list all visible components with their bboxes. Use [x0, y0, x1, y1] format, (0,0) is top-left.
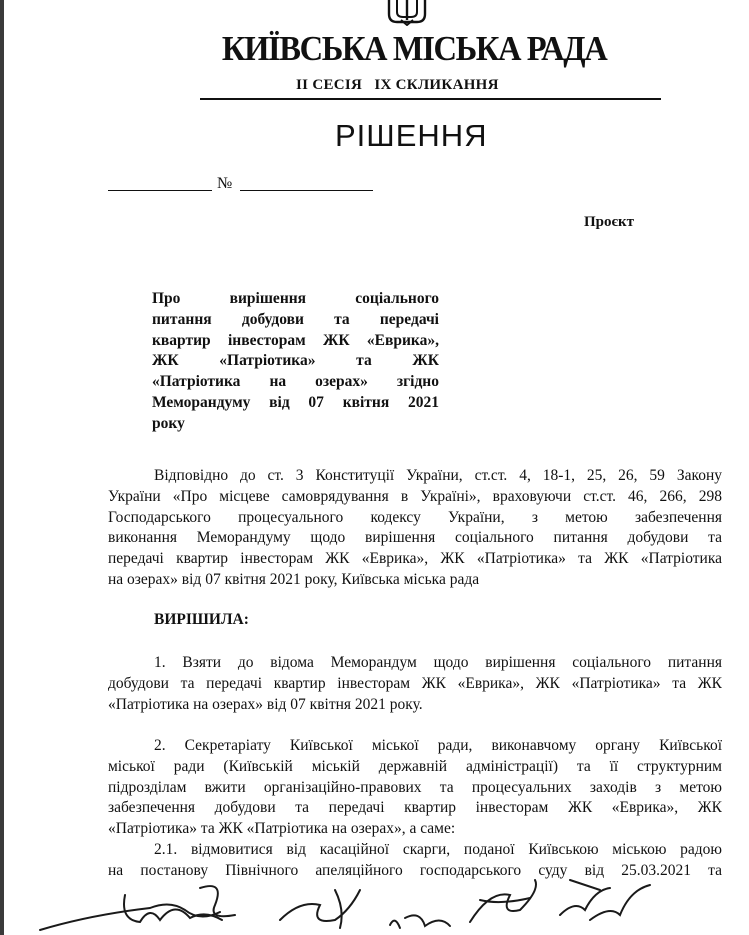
document-type: РІШЕННЯ: [335, 118, 488, 153]
handwritten-signatures: [0, 860, 749, 935]
resolved-heading: ВИРІШИЛА:: [154, 611, 249, 628]
text-line: 2. Секретаріату Київської міської ради, виконавчому органу Київської: [154, 737, 722, 754]
text-line: «Патріотика на озерах» від 07 квітня 2021 року.: [108, 695, 423, 713]
text-line: добудови та передачі квартир інвесторам ЖК «Еврика», ЖК «Патріотика» та ЖК: [108, 674, 722, 692]
subject-line: квартир інвесторам ЖК «Еврика»,: [152, 331, 439, 349]
text-line: 1. Взяти до відома Меморандум щодо вирішення соціального питання: [154, 654, 722, 671]
subject-line: ЖК «Патріотика» та ЖК: [152, 352, 439, 370]
subject-line: Меморандуму від 07 квітня 2021: [152, 393, 439, 411]
text-line: виконання Меморандуму щодо вирішення соціального питання добудови та: [108, 529, 722, 547]
text-line: на озерах» від 07 квітня 2021 року, Київська міська рада: [108, 570, 480, 588]
subject-line: року: [152, 414, 185, 432]
date-blank: [108, 190, 212, 191]
item-1-paragraph: [108, 653, 722, 715]
text-line: передачі квартир інвесторам ЖК «Еврика», ЖК «Патріотика» та ЖК «Патріотика: [108, 550, 722, 568]
text-line: на постанову Північного апеляційного господарського суду від 25.03.2021 та: [108, 861, 722, 879]
text-line: забезпечення добудови та передачі квартир інвесторам ЖК «Еврика», ЖК: [108, 799, 722, 817]
number-blank: [240, 190, 373, 191]
trident-emblem-icon: [383, 0, 431, 26]
text-line: «Патріотика» та ЖК «Патріотика на озерах», а саме:: [108, 820, 456, 838]
subject-line: питання добудови та передачі: [152, 310, 439, 328]
preamble-paragraph: [108, 466, 722, 591]
draft-label: Проєкт: [584, 214, 635, 230]
item-2-paragraph: [108, 736, 722, 840]
session-line: II СЕСІЯ IX СКЛИКАННЯ: [296, 77, 499, 93]
council-name: КИЇВСЬКА МІСЬКА РАДА: [221, 29, 607, 68]
text-line: 2.1. відмовитися від касаційної скарги, поданої Київською міською радою: [154, 841, 722, 858]
text-line: міської ради (Київській міській державній адміністрації) та її структурним: [108, 757, 722, 775]
text-line: України «Про місцеве самоврядування в Україні», враховуючи ст.ст. 46, 266, 298: [108, 487, 722, 505]
text-line: Відповідно до ст. 3 Конституції України, ст.ст. 4, 18-1, 25, 26, 59 Закону: [154, 467, 722, 484]
subject-line: «Патріотика на озерах» згідно: [152, 373, 439, 391]
scan-edge: [0, 0, 4, 935]
text-line: підрозділам вжити організаційно-правових та процесуальних заходів з метою: [108, 778, 722, 796]
header-rule: [200, 98, 661, 100]
number-sign: №: [217, 175, 233, 192]
text-line: Господарського процесуального кодексу України, з метою забезпечення: [108, 508, 722, 526]
subject-line: Про вирішення соціального: [152, 290, 439, 307]
decision-subject: [152, 289, 439, 435]
